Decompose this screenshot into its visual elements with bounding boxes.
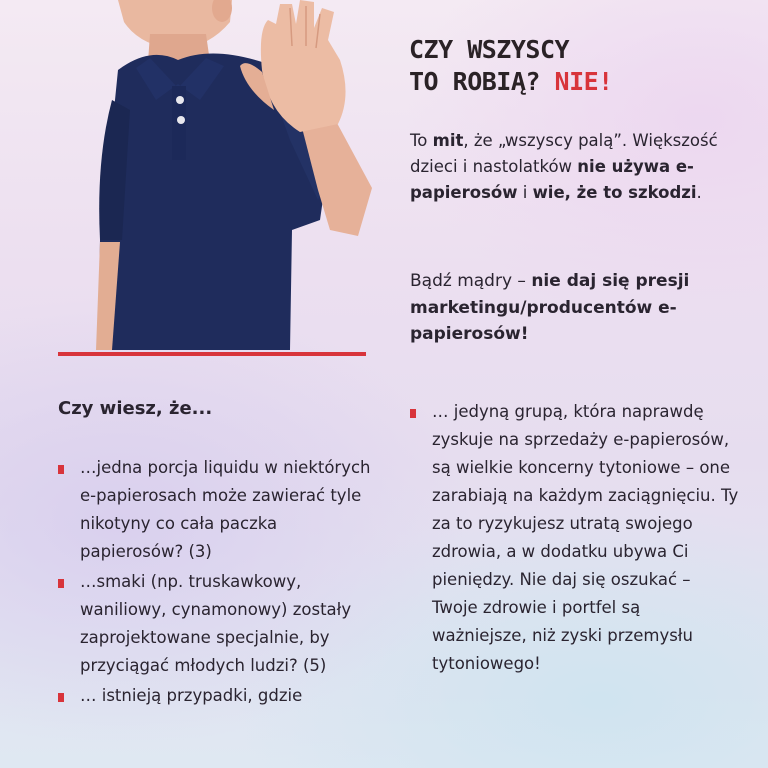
bullet-marker [58, 693, 64, 702]
headline-accent: NIE! [554, 67, 613, 96]
intro-bold: nie używa e-papierosów [410, 157, 694, 202]
headline-line-2 [409, 66, 749, 98]
cta-bold: nie daj się presji marketingu/producentów e-papierosów! [410, 271, 690, 344]
fact-text: …smaki (np. truskawkowy, waniliowy, cynamonowy) zostały zaprojektowane specjalnie, by przyciągać młodych ludzi? (5) [80, 572, 352, 675]
intro-text: , że „wszyscy palą”. Większość dzieci i nastolatków [410, 131, 718, 176]
call-to-action [410, 268, 755, 348]
facts-title: Czy wiesz, że... [58, 398, 213, 419]
list-item [410, 398, 740, 678]
facts-list-right [410, 398, 740, 680]
headline-line-2-text: TO ROBIĄ? [409, 67, 540, 96]
facts-list [58, 454, 378, 712]
photo-underline [58, 352, 366, 356]
boy-illustration [0, 0, 400, 360]
intro-bold: wie, że to szkodzi [532, 183, 697, 202]
cta-text: Bądź mądry – [410, 271, 532, 291]
headline-line-1: CZY WSZYSCY [409, 35, 570, 64]
fact-text: … jedyną grupą, która naprawdę zyskuje na sprzedaży e-papierosów, są wielkie koncerny tytoniowe – one zarabiają na każdym zaciągnięciu. Ty za to ryzykujesz utratą swojego zdrowia, a w dodatku ubywa Ci pieniędzy. Nie daj się oszukać – Twoje zdrowie i portfel są ważniejsze, niż zyski przemysłu tytoniowego! [432, 402, 739, 673]
bullet-marker [58, 465, 64, 474]
headline [409, 34, 749, 98]
intro-text: . [696, 183, 702, 202]
fact-text: …jedna porcja liquidu w niektórych e-papierosach może zawierać tyle nikotyny co cała paczka papierosów? (3) [80, 458, 371, 561]
intro-text: i [517, 183, 533, 202]
list-item [58, 568, 378, 680]
fact-text: … istnieją przypadki, gdzie [80, 686, 303, 705]
boy-photo [0, 0, 400, 360]
list-item [58, 682, 378, 710]
bullet-marker [58, 579, 64, 588]
intro-text: To [410, 131, 433, 150]
bullet-marker [410, 409, 416, 418]
list-item [58, 454, 378, 566]
intro-bold: mit [432, 131, 464, 150]
intro-paragraph [410, 128, 755, 206]
